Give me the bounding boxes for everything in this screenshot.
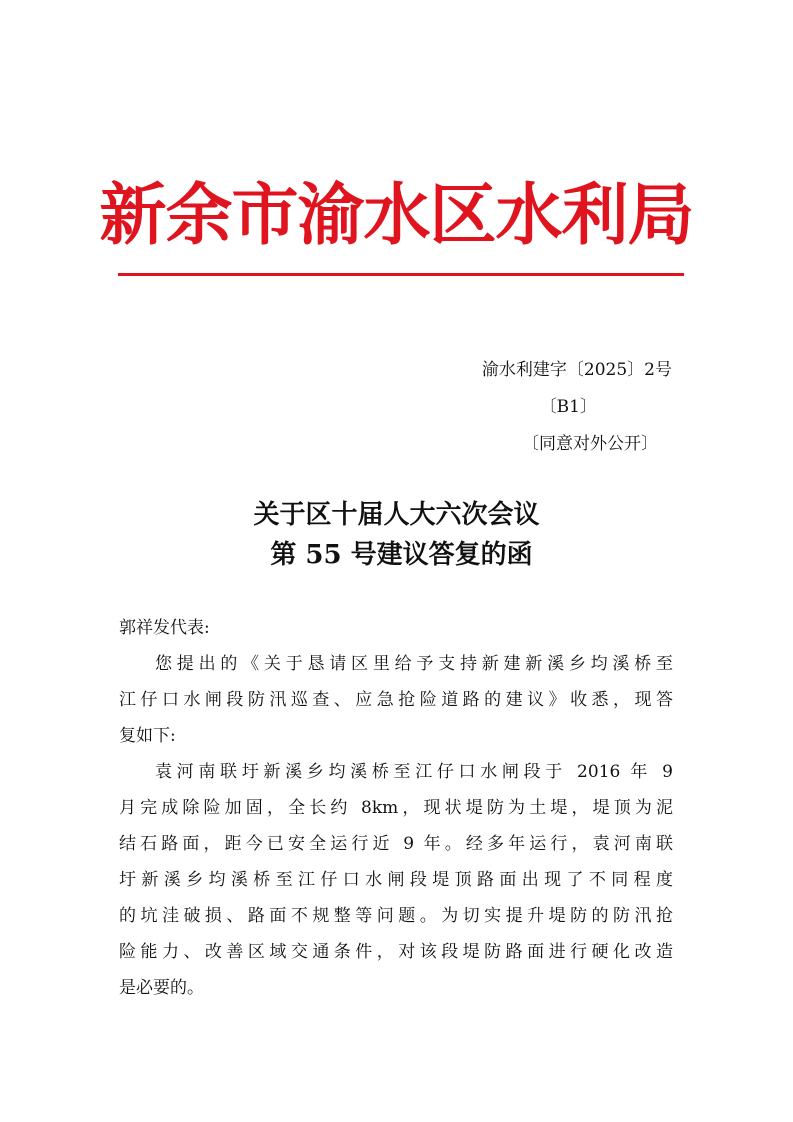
document-title-line-2: 第 55 号建议答复的函: [270, 540, 533, 570]
masthead-org-name: 新余市渝水区水利局: [99, 175, 694, 254]
paragraph-line: 结石路面，距今已安全运行近 9 年。经多年运行，袁河南联: [119, 834, 673, 854]
masthead-red-rule: [118, 273, 684, 276]
paragraph-line: 复如下:: [119, 726, 176, 746]
paragraph-line: 江仔口水闸段防汛巡查、应急抢险道路的建议》收悉，现答: [119, 690, 673, 710]
document-number-block: [400, 352, 672, 463]
document-title-line-1: 关于区十届人大六次会议: [253, 500, 540, 530]
body-paragraph-1: [119, 646, 673, 754]
paragraph-line: 袁河南联圩新溪乡均溪桥至江仔口水闸段于 2016 年 9: [155, 762, 673, 782]
paragraph-line: 您提出的《关于恳请区里给予支持新建新溪乡均溪桥至: [155, 654, 673, 674]
body-paragraph-2: [119, 754, 673, 1006]
paragraph-line: 圩新溪乡均溪桥至江仔口水闸段堤顶路面出现了不同程度: [119, 870, 673, 890]
paragraph-line: 是必要的。: [119, 978, 204, 998]
disclosure-status: 〔同意对外公开〕: [522, 434, 658, 454]
document-category-code: 〔B1〕: [539, 397, 597, 417]
paragraph-line: 的坑洼破损、路面不规整等问题。为切实提升堤防的防汛抢: [119, 906, 673, 926]
paragraph-line: 险能力、改善区域交通条件，对该段堤防路面进行硬化改造: [119, 942, 673, 962]
salutation: 郭祥发代表:: [119, 618, 210, 638]
paragraph-line: 月完成除险加固，全长约 8km，现状堤防为土堤，堤顶为泥: [119, 798, 673, 818]
document-number: 渝水利建字〔2025〕2号: [481, 360, 672, 380]
document-title: [0, 495, 793, 575]
